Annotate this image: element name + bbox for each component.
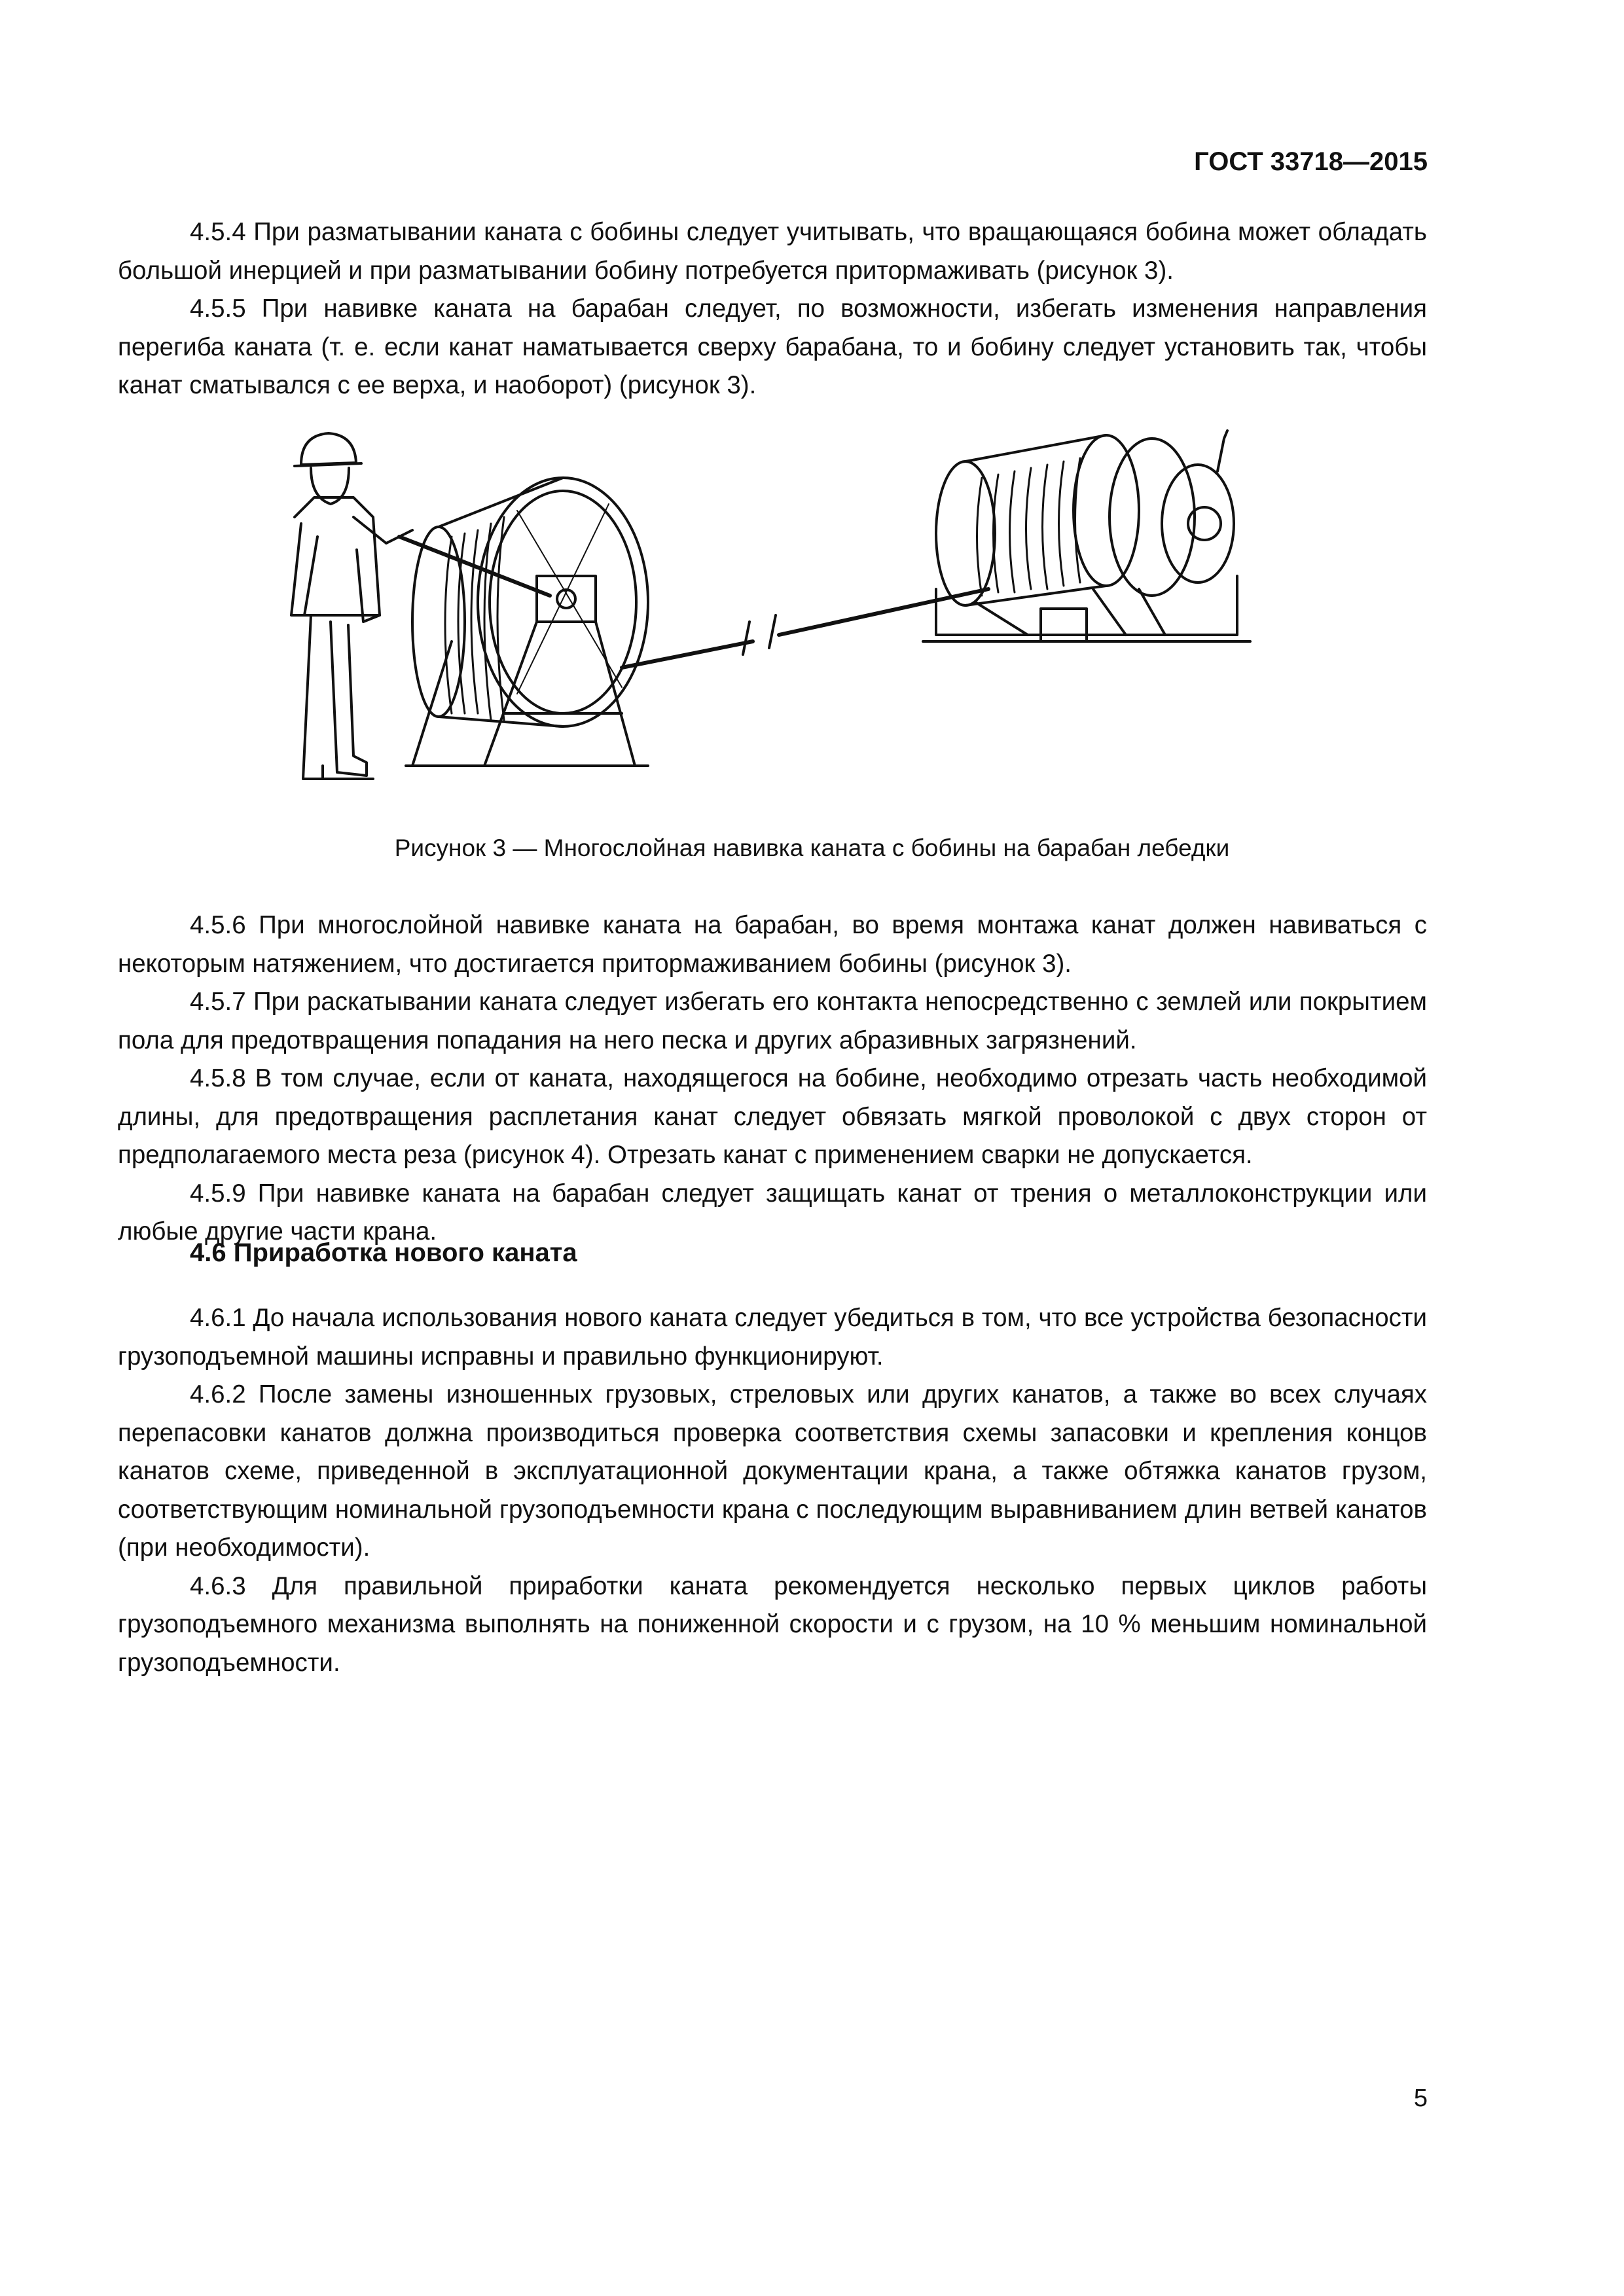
paragraph-4-5-5: 4.5.5 При навивке каната на барабан следует, по возможности, избегать изменения направления перегиба каната (т. е. если канат наматывается сверху барабана, то и бобину следует установить так, чтобы канат сматывался с ее верха, и наоборот) (рисунок 3). xyxy=(118,295,1427,399)
winch-drum xyxy=(923,431,1250,641)
paragraph-4-5-8: 4.5.8 В том случае, если от каната, находящегося на бобине, необходимо отрезать часть необходимой длины, для предотвращения расплетания канат следует обвязать мягкой проволокой с двух сторон от предполагаемого места реза (рисунок 4). Отрезать канат с применением сварки не допускается. xyxy=(118,1064,1427,1169)
text-block-middle xyxy=(118,906,1427,1251)
worker-figure xyxy=(291,433,412,779)
page-number: 5 xyxy=(1413,2085,1428,2112)
paragraph-4-6-1: 4.6.1 До начала использования нового каната следует убедиться в том, что все устройства безопасности грузоподъемной машины исправны и правильно функционируют. xyxy=(118,1304,1427,1371)
paragraph-4-6-2: 4.6.2 После замены изношенных грузовых, стреловых или других канатов, а также во всех случаях перепасовки канатов должна производиться проверка соответствия схемы запасовки и крепления концов канатов схеме, приведенной в эксплуатационной документации крана, а также обтяжка канатов грузом, соответствующим номинальной грузоподъемности крана с последующим выравниванием длин ветвей канатов (при необходимости). xyxy=(118,1380,1427,1562)
figure-3-illustration xyxy=(255,425,1316,805)
paragraph-4-6-3: 4.6.3 Для правильной приработки каната рекомендуется несколько первых циклов работы грузоподъемного механизма выполнять на пониженной скорости и с грузом, на 10 % меньшим номинальной грузоподъемности. xyxy=(118,1571,1427,1677)
paragraph-4-5-6: 4.5.6 При многослойной навивке каната на барабан, во время монтажа канат должен навиваться с некоторым натяжением, что достигается притормаживанием бобины (рисунок 3). xyxy=(118,911,1427,978)
paragraph-4-5-9: 4.5.9 При навивке каната на барабан следует защищать канат от трения о металлоконструкции или любые другие части крана. xyxy=(118,1179,1427,1246)
figure-caption: Рисунок 3 — Многослойная навивка каната с бобины на барабан лебедки xyxy=(394,834,1230,861)
document-header: ГОСТ 33718—2015 xyxy=(1194,147,1428,176)
rope-to-winch xyxy=(622,589,988,668)
paragraph-4-5-7: 4.5.7 При раскатывании каната следует избегать его контакта непосредственно с землей или покрытием пола для предотвращения попадания на него песка и других абразивных загрязнений. xyxy=(118,988,1427,1054)
paragraph-4-5-4: 4.5.4 При разматывании каната с бобины следует учитывать, что вращающаяся бобина может обладать большой инерцией и при разматывании бобину потребуется притормаживать (рисунок 3). xyxy=(118,218,1427,285)
text-block-bottom xyxy=(118,1299,1427,1682)
text-block-top xyxy=(118,213,1427,405)
section-title-4-6: 4.6 Приработка нового каната xyxy=(190,1238,577,1267)
rope-reel xyxy=(406,478,648,766)
